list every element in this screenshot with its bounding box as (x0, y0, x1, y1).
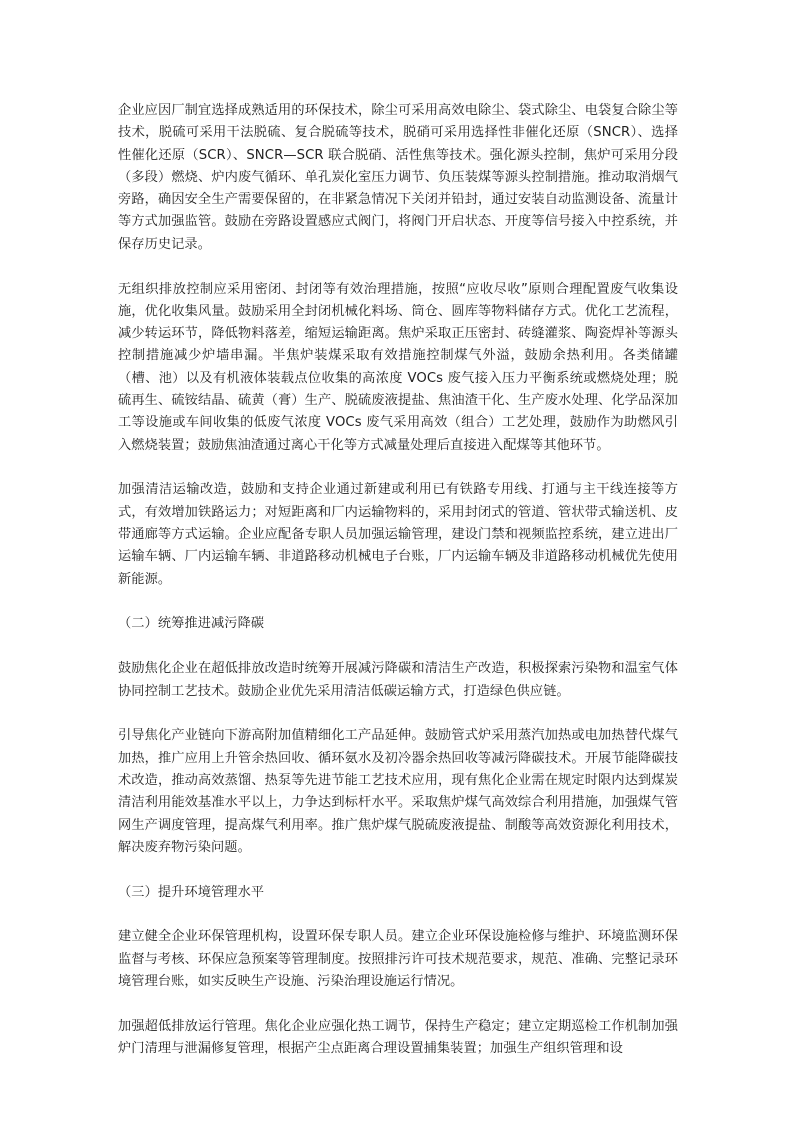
section-heading-environment-management: （三）提升环境管理水平 (118, 884, 265, 900)
paragraph-unorganized-emission: 无组织排放控制应采用密闭、封闭等有效治理措施，按照“应收尽收”原则合理配置废气收集设施，优化收集风量。鼓励采用全封闭机械化料场、筒仓、圆库等物料储存方式。优化工艺流程，减少转运环节，降低物料落差，缩短运输距离。焦炉采取正压密封、砖缝灌浆、陶瓷焊补等源头控制措施减少炉墙串漏。半焦炉装煤采取有效措施控制煤气外溢，鼓励余热利用。各类储罐（槽、池）以及有机液体装载点位收集的高浓度 VOCs 废气接入压力平衡系统或燃烧处理；脱硫再生、硫铵结晶、硫黄（膏）生产、脱硫废液提盐、焦油渣干化、生产废水处理、化学品深加工等设施或车间收集的低废气浓度 VOCs 废气采用高效（组合）工艺处理，鼓励作为助燃风引入燃烧装置；鼓励焦油渣通过离心干化等方式减量处理后直接进入配煤等其他环节。 (118, 281, 678, 453)
paragraph-management-system: 建立健全企业环保管理机构，设置环保专职人员。建立企业环保设施检修与维护、环境监测环保监督与考核、环保应急预案等管理制度。按照排污许可技术规范要求，规范、准确、完整记录环境管理台账，如实反映生产设施、污染治理设施运行情况。 (118, 929, 678, 989)
paragraph-clean-transport: 加强清洁运输改造，鼓励和支持企业通过新建或利用已有铁路专用线、打通与主干线连接等方式，有效增加铁路运力；对短距离和厂内运输物料的，采用封闭式的管道、管状带式输送机、皮带通廊等方式运输。企业应配备专职人员加强运输管理，建设门禁和视频监控系统，建立进出厂运输车辆、厂内运输车辆、非道路移动机械电子台账，厂内运输车辆及非道路移动机械优先使用新能源。 (118, 482, 678, 587)
paragraph-environmental-tech: 企业应因厂制宜选择成熟适用的环保技术，除尘可采用高效电除尘、袋式除尘、电袋复合除尘等技术，脱硫可采用干法脱硫、复合脱硫等技术，脱硝可采用选择性非催化还原（SNCR）、选择性催化还原（SCR）、SNCR—SCR 联合脱硝、活性焦等技术。强化源头控制，焦炉可采用分段（多段）燃烧、炉内废气循环、单孔炭化室压力调节、负压装煤等源头控制措施。推动取消烟气旁路，确因安全生产需要保留的，在非紧急情况下关闭并铅封，通过安装自动监测设备、流量计等方式加强监管。鼓励在旁路设置感应式阀门，将阀门开启状态、开度等信号接入中控系统，并保存历史记录。 (118, 103, 678, 252)
paragraph-industry-chain: 引导焦化产业链向下游高附加值精细化工产品延伸。鼓励管式炉采用蒸汽加热或电加热替代煤气加热，推广应用上升管余热回收、循环氨水及初冷器余热回收等减污降碳技术。开展节能降碳技术改造，推动高效蒸馏、热泵等先进节能工艺技术应用，现有焦化企业需在规定时限内达到煤炭清洁利用能效基准水平以上，力争达到标杆水平。采取焦炉煤气高效综合利用措施，加强煤气管网生产调度管理，提高煤气利用率。推广焦炉煤气脱硫废液提盐、制酸等高效资源化利用技术，解决废弃物污染问题。 (118, 728, 678, 855)
paragraph-coordinated-reduction: 鼓励焦化企业在超低排放改造时统筹开展减污降碳和清洁生产改造，积极探索污染物和温室气体协同控制工艺技术。鼓励企业优先采用清洁低碳运输方式，打造绿色供应链。 (118, 661, 678, 699)
section-heading-pollution-carbon: （二）统筹推进减污降碳 (118, 616, 265, 632)
paragraph-operation-management: 加强超低排放运行管理。焦化企业应强化热工调节，保持生产稳定；建立定期巡检工作机制加强炉门清理与泄漏修复管理，根据产尘点距离合理设置捕集装置；加强生产组织管理和设 (118, 1018, 678, 1057)
document-body (118, 100, 678, 1083)
